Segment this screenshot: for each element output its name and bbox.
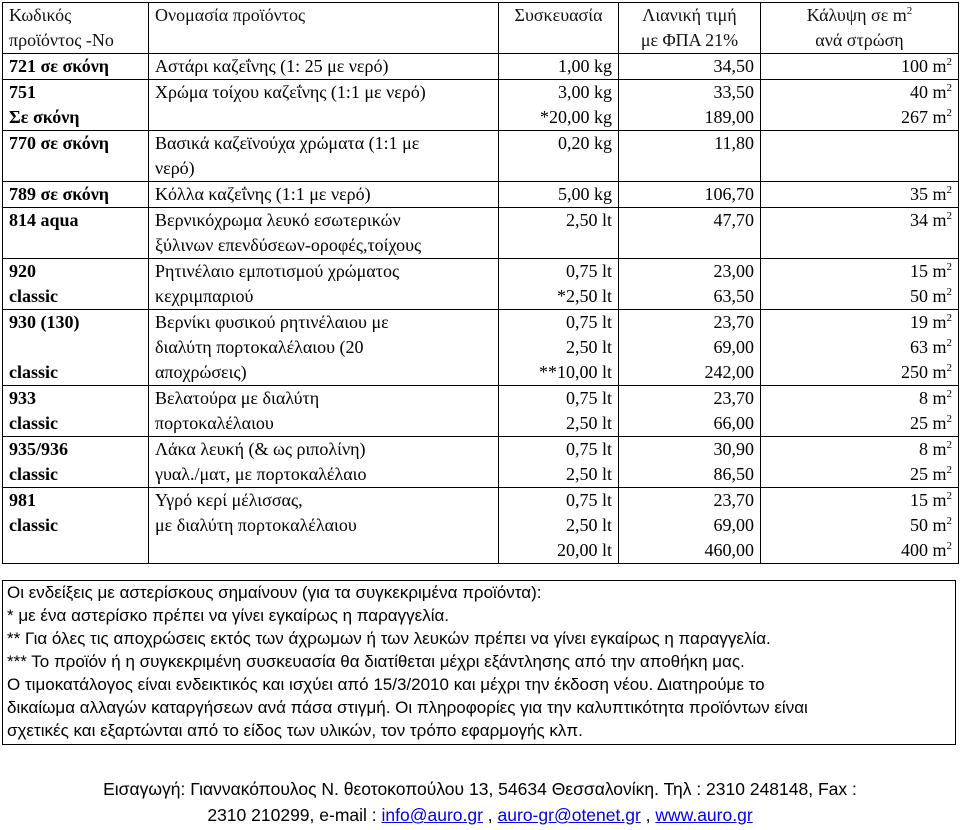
cell-line: 69,00 [713,337,754,357]
table-row [3,310,959,386]
cell-line: ξύλινων επενδύσεων-οροφές,τοίχους [155,235,422,255]
cell-line: με ΦΠΑ 21% [640,30,739,50]
cell-line: ανά στρώση [815,30,904,50]
footer-line-2 [0,802,960,828]
email-link-otenet[interactable]: auro-gr@otenet.gr [497,805,641,825]
cell-line: Σε σκόνη [9,107,80,127]
header-name [149,3,499,54]
note-line: Ο τιμοκατάλογος είναι ενδεικτικός και ισχύει από 15/3/2010 και μέχρι την έκδοση νέου. Διατηρούμε το [7,675,765,694]
cell-line: classic [9,286,58,306]
footer-separator: , [482,805,498,825]
cell-line [767,513,952,538]
cell-line: Βερνικόχρωμα λευκό εσωτερικών [155,210,401,230]
note-line: * με ένα αστερίσκο πρέπει να γίνει εγκαίρως η παραγγελία. [7,606,450,625]
cell-line [767,310,952,335]
price-cell [619,386,761,437]
cell-line: Βελατούρα με διαλύτη [155,388,320,408]
price-cell [619,54,761,80]
cell-line: 935/936 [9,439,69,459]
coverage-cell [761,437,959,488]
cell-line: **10,00 lt [538,362,612,382]
price-cell [619,131,761,182]
cell-line: 2,50 lt [565,337,612,357]
product-name-cell [149,182,499,208]
cell-line: 0,75 lt [565,388,612,408]
table-row [3,208,959,259]
cell-line: classic [9,362,58,382]
package-cell [499,488,619,564]
price-cell [619,208,761,259]
area-value: 15 $m^2$ [909,490,952,510]
product-name-cell [149,208,499,259]
cell-line: 789 σε σκόνη [9,184,110,204]
package-cell [499,386,619,437]
table-row [3,437,959,488]
area-value: 63 $m^2$ [909,337,952,357]
coverage-cell [761,386,959,437]
table-row [3,80,959,131]
product-name-cell [149,437,499,488]
cell-line [767,335,952,360]
cell-line: 0,75 lt [565,312,612,332]
area-value: 50 $m^2$ [909,286,952,306]
cell-line: αποχρώσεις) [155,362,247,382]
product-name-cell [149,488,499,564]
cell-line: 23,70 [713,312,754,332]
cell-line [767,80,952,105]
cell-line: 69,00 [713,515,754,535]
price-list-sheet [2,2,958,564]
price-table [2,2,959,564]
area-value: 250 $m^2$ [900,362,952,382]
cell-line: classic [9,464,58,484]
cell-line [767,360,952,385]
cell-line [767,182,952,207]
area-value: 19 $m^2$ [909,312,952,332]
package-cell [499,54,619,80]
table-header-row [3,3,959,54]
coverage-cell [761,208,959,259]
cell-line: Χρώμα τοίχου καζεΐνης (1:1 με νερό) [155,82,426,102]
product-name-cell [149,80,499,131]
area-value: 50 $m^2$ [909,515,952,535]
cell-line: *2,50 lt [556,286,612,306]
cell-line: 106,70 [704,184,754,204]
email-link-info[interactable]: info@auro.gr [381,805,483,825]
cell-line [767,208,952,233]
coverage-cell [761,80,959,131]
code-cell [3,182,149,208]
cell-line: Ονομασία προϊόντος [155,5,306,25]
coverage-cell [761,310,959,386]
cell-line [767,54,952,79]
cell-line: 920 [9,261,36,281]
cell-line [767,488,952,513]
note-line: Οι ενδείξεις με αστερίσκους σημαίνουν (για τα συγκεκριμένα προϊόντα): [7,583,542,602]
product-name-cell [149,131,499,182]
cell-line: προϊόντος -No [9,30,114,50]
product-name-cell [149,259,499,310]
cell-line [767,462,952,487]
note-line: δικαίωμα αλλαγών καταργήσεων ανά πάσα στιγμή. Οι πληροφορίες για την καλυπτικότητα προϊόντων είναι [7,698,808,717]
cell-line: 2,50 lt [565,413,612,433]
code-cell [3,259,149,310]
cell-line: 11,80 [714,133,754,153]
cell-line: 23,70 [713,388,754,408]
cell-line: 2,50 lt [565,464,612,484]
product-name-cell [149,386,499,437]
cell-line: 66,00 [713,413,754,433]
coverage-cell [761,131,959,182]
cell-line: 189,00 [704,107,754,127]
cell-line: Βερνίκι φυσικού ρητινέλαιου με [155,312,389,332]
price-cell [619,259,761,310]
cell-line: 47,70 [713,210,754,230]
price-cell [619,437,761,488]
cell-line [767,3,952,28]
cell-line: 0,75 lt [565,439,612,459]
cell-line: 930 (130) [9,312,80,332]
area-value: 34 $m^2$ [909,210,952,230]
area-value: 400 $m^2$ [900,540,952,560]
package-cell [499,259,619,310]
coverage-cell [761,54,959,80]
coverage-cell [761,259,959,310]
area-value: 40 $m^2$ [909,82,952,102]
cell-line: 814 aqua [9,210,79,230]
note-line: *** Το προϊόν ή η συγκεκριμένη συσκευασία θα διατίθεται μέχρι εξάντλησης από την αποθήκη μας. [7,652,745,671]
cell-line: classic [9,413,58,433]
note-line: ** Για όλες τις αποχρώσεις εκτός των άχρωμων ή των λευκών πρέπει να γίνει εγκαίρως η παραγγελία. [7,629,771,648]
cell-line: 20,00 lt [556,540,612,560]
cell-line: 1,00 kg [558,56,612,76]
area-value: 25 $m^2$ [909,464,952,484]
price-cell [619,488,761,564]
cell-line: Λάκα λευκή (& ως ριπολίνη) [155,439,366,459]
area-value: 8 $m^2$ [918,388,952,408]
package-cell [499,80,619,131]
cell-line: Συσκευασία [514,5,603,25]
footer-line-1: Εισαγωγή: Γιαννακόπουλος Ν. θεοτοκοπούλου 13, 54634 Θεσσαλονίκη. Τηλ : 2310 248148, Fax : [103,779,857,799]
code-cell [3,437,149,488]
cell-line: Κωδικός [9,5,72,25]
cell-line: 751 [9,82,36,102]
cell-line: 2,50 lt [565,210,612,230]
cell-line: 63,50 [713,286,754,306]
cell-line: Υγρό κερί μέλισσας, [155,490,303,510]
package-cell [499,131,619,182]
cell-line: 5,00 kg [558,184,612,204]
code-cell [3,208,149,259]
header-pack [499,3,619,54]
code-cell [3,386,149,437]
cell-line [9,335,142,360]
cell-line: 30,90 [713,439,754,459]
price-cell [619,310,761,386]
cell-line: *20,00 kg [540,107,612,127]
contact-footer [0,776,960,828]
table-row [3,54,959,80]
table-row [3,488,959,564]
cell-line: 0,20 kg [558,133,612,153]
code-cell [3,310,149,386]
cell-line: με διαλύτη πορτοκαλέλαιου [155,515,357,535]
code-cell [3,54,149,80]
table-row [3,386,959,437]
cell-line: νερό) [155,158,195,178]
package-cell [499,182,619,208]
asterisk-notes [2,580,956,745]
coverage-cell [761,488,959,564]
header-coverage [761,3,959,54]
cell-line: 0,75 lt [565,261,612,281]
package-cell [499,310,619,386]
cell-line [767,386,952,411]
cell-line [767,437,952,462]
cell-line: γυαλ./ματ, με πορτοκαλέλαιο [155,464,367,484]
footer-phone: 2310 210299, e-mail : [207,805,382,825]
area-value: 35 $m^2$ [909,184,952,204]
area-value: 267 $m^2$ [900,107,952,127]
area-value: 25 $m^2$ [909,413,952,433]
table-row [3,131,959,182]
website-link[interactable]: www.auro.gr [655,805,753,825]
product-name-cell [149,310,499,386]
cell-line [767,259,952,284]
cell-line: 981 [9,490,36,510]
cell-line: διαλύτη πορτοκαλέλαιου (20 [155,337,364,357]
cell-line: 23,00 [713,261,754,281]
cell-line: classic [9,515,58,535]
price-cell [619,80,761,131]
area-value: 15 $m^2$ [909,261,952,281]
cell-line: 33,50 [713,82,754,102]
table-row [3,259,959,310]
cell-line: Λιανική τιμή [642,5,737,25]
package-cell [499,437,619,488]
cell-line: πορτοκαλέλαιου [155,413,274,433]
code-cell [3,131,149,182]
header-code [3,3,149,54]
cell-line: Κόλλα καζεΐνης (1:1 με νερό) [155,184,371,204]
cell-line: 460,00 [704,540,754,560]
cell-line: 721 σε σκόνη [9,56,110,76]
coverage-cell [761,182,959,208]
cell-line [767,284,952,309]
cell-line [767,538,952,563]
cell-line: 23,70 [713,490,754,510]
cell-line: 34,50 [713,56,754,76]
table-body [3,54,959,564]
cell-line: 770 σε σκόνη [9,133,110,153]
cell-line: 0,75 lt [565,490,612,510]
area-value: 8 $m^2$ [918,439,952,459]
cell-line: κεχριμπαριού [155,286,254,306]
table-row [3,182,959,208]
cell-line [767,411,952,436]
cell-line: Ρητινέλαιο εμποτισμού χρώματος [155,261,400,281]
code-cell [3,488,149,564]
price-cell [619,182,761,208]
cell-line: 3,00 kg [558,82,612,102]
cell-line: 2,50 lt [565,515,612,535]
note-line: σχετικές και εξαρτώνται από το είδος των υλικών, τον τρόπο εφαρμογής κλπ. [7,721,583,740]
package-cell [499,208,619,259]
cell-line [767,105,952,130]
cell-line: Αστάρι καζεΐνης (1: 25 με νερό) [155,56,389,76]
cell-line: 242,00 [704,362,754,382]
cell-line: Βασικά καζεϊνούχα χρώματα (1:1 με [155,133,420,153]
cell-line: 933 [9,388,36,408]
area-value: 100 $m^2$ [900,56,952,76]
code-cell [3,80,149,131]
area-value: Κάλυψη σε $m^2$ [806,5,913,25]
footer-separator: , [640,805,656,825]
header-price [619,3,761,54]
product-name-cell [149,54,499,80]
cell-line: 86,50 [713,464,754,484]
